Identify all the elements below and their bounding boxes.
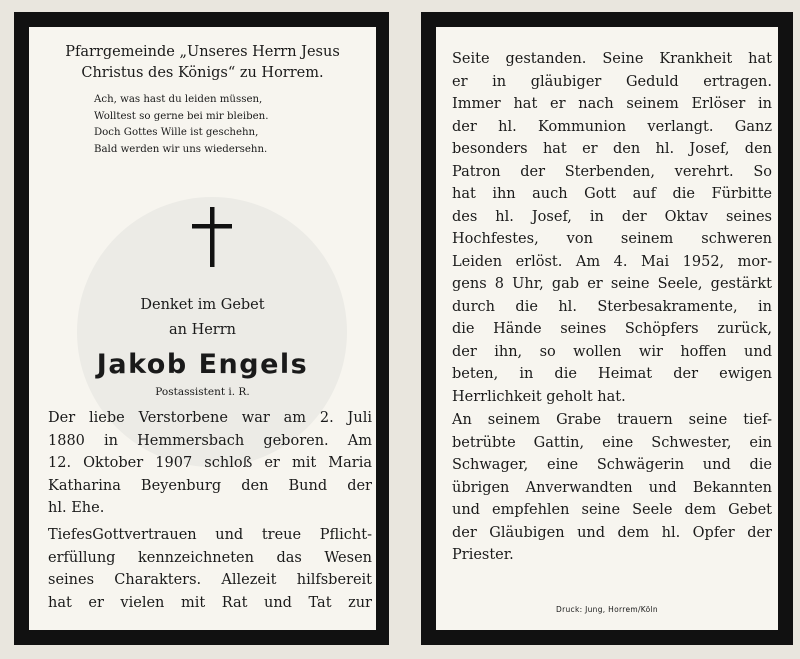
text-line: hat er vielen mit Rat und Tat zur: [48, 594, 372, 611]
left-paper: [29, 27, 376, 630]
parish-line: Pfarrgemeinde „Unseres Herrn Jesus: [65, 44, 340, 60]
illness-paragraph: [452, 48, 772, 408]
verse-line: Wolltest so gerne bei mir bleiben.: [94, 110, 269, 122]
character-paragraph: [48, 524, 372, 614]
text-line: seines Charakters. Allezeit hilfsbereit: [48, 572, 372, 588]
deceased-name: Jakob Engels: [96, 349, 309, 380]
parish-line: Christus des Königs“ zu Horrem.: [81, 65, 324, 81]
verse-line: Bald werden wir uns wiedersehn.: [94, 143, 268, 155]
mourners-paragraph: [452, 409, 772, 567]
text-line: der hl. Kommunion verlangt. Ganz: [452, 118, 772, 135]
text-line: durch die hl. Sterbesakramente, in: [452, 298, 772, 315]
text-line: betrübte Gattin, eine Schwester, ein: [452, 434, 772, 451]
deceased-occupation: Postassistent i. R.: [155, 386, 250, 398]
verse-line: Doch Gottes Wille ist geschehn,: [94, 127, 259, 138]
text-line: gens 8 Uhr, gab er seine Seele, gestärkt: [452, 276, 772, 292]
text-line: der Gläubigen und dem hl. Opfer der: [452, 524, 772, 541]
text-line: er in gläubiger Geduld ertragen.: [452, 73, 772, 90]
text-line: An seinem Grabe trauern seine tief-: [452, 412, 772, 428]
text-line: hl. Ehe.: [48, 500, 105, 516]
text-line: besonders hat er den hl. Josef, den: [452, 141, 772, 157]
text-line: Priester.: [452, 547, 514, 563]
verse-line: Ach, was hast du leiden müssen,: [94, 94, 263, 105]
right-paper: [436, 27, 778, 630]
text-line: Der liebe Verstorbene war am 2. Juli: [48, 410, 372, 426]
text-line: hat ihn auch Gott auf die Fürbitte: [452, 186, 772, 202]
text-line: und empfehlen seine Seele dem Gebet: [452, 502, 772, 518]
text-line: TiefesGottvertrauen und treue Pflicht-: [48, 527, 372, 543]
text-line: Seite gestanden. Seine Krankheit hat: [452, 51, 772, 67]
text-line: des hl. Josef, in der Oktav seines: [452, 208, 772, 225]
printer-credit: Druck: Jung, Horrem/Köln: [556, 605, 658, 614]
text-line: Immer hat er nach seinem Erlöser in: [452, 96, 772, 112]
text-line: beten, in die Heimat der ewigen: [452, 366, 772, 382]
right-card-page: [421, 12, 793, 645]
text-line: übrigen Anverwandten und Bekannten: [452, 479, 772, 496]
text-line: die Hände seines Schöpfers zurück,: [452, 321, 772, 337]
text-line: 12. Oktober 1907 schloß er mit Maria: [48, 455, 372, 471]
cross-icon: [192, 207, 232, 267]
text-line: der ihn, so wollen wir hoffen und: [452, 343, 772, 360]
text-line: erfüllung kennzeichneten das Wesen: [48, 549, 372, 566]
biography-paragraph: [48, 407, 372, 520]
text-line: Schwager, eine Schwägerin und die: [452, 457, 772, 473]
memorial-verse: [29, 92, 376, 158]
prayer-intro-line: an Herrn: [168, 322, 237, 338]
text-line: 1880 in Hemmersbach geboren. Am: [48, 432, 372, 449]
text-line: Hochfestes, von seinem schweren: [452, 231, 772, 247]
text-line: Leiden erlöst. Am 4. Mai 1952, mor-: [452, 253, 772, 270]
left-card-page: [14, 12, 389, 645]
text-line: Katharina Beyenburg den Bund der: [48, 477, 372, 494]
text-line: Patron der Sterbenden, verehrt. So: [452, 163, 772, 180]
parish-heading: [29, 42, 376, 84]
prayer-intro-line: Denket im Gebet: [140, 297, 265, 313]
text-line: Herrlichkeit geholt hat.: [452, 388, 626, 405]
prayer-intro: [29, 293, 376, 343]
